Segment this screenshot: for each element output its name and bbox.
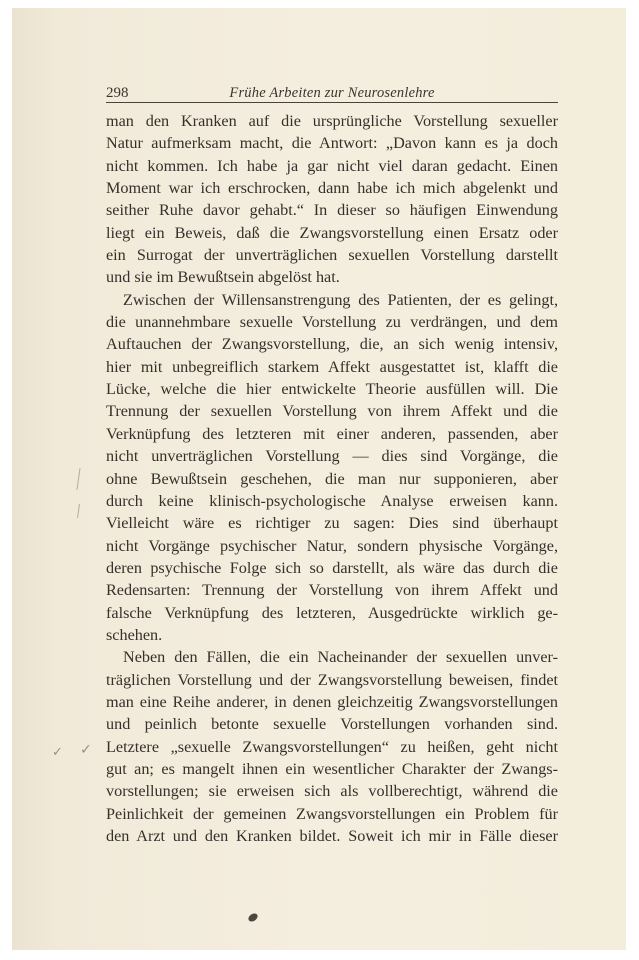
text-line: Peinlichkeit der gemeinen Zwangsvorstellungen ein Problem für <box>106 804 558 823</box>
text-line: man den Kranken auf die ursprüngliche Vorstellung sexueller <box>106 112 558 130</box>
text-line: ein Surrogat der unverträglichen sexuellen Vorstellung darstellt <box>106 246 558 265</box>
text-line: durch keine klinisch-psychologische Analyse erweisen kann. <box>106 491 558 510</box>
text-line: seither Ruhe davor gehabt.“ In dieser so häufigen Einwendung <box>106 201 558 220</box>
text-line: Letztere „sexuelle Zwangsvorstellungen“ zu heißen, geht nicht <box>106 737 558 756</box>
text-line: Auftauchen der Zwangsvorstellung, die, an sich wenig intensiv, <box>106 335 558 354</box>
text-line: deren psychische Folge sich so darstellt, als wäre das durch die <box>106 558 558 577</box>
text-line: hier mit unbegreiflich starkem Affekt ausgestattet ist, klafft die <box>106 357 558 376</box>
text-line: und sie im Bewußtsein abgelöst hat. <box>106 268 340 287</box>
text-line: und peinlich betonte sexuelle Vorstellungen vorhanden sind. <box>106 715 558 734</box>
text-line: die unannehmbare sexuelle Vorstellung zu verdrängen, und dem <box>106 313 558 332</box>
text-line: ohne Bewußtsein geschehen, die man nur supponieren, aber <box>106 469 558 488</box>
text-line: nicht Vorgänge psychischer Natur, sondern physische Vorgänge, <box>106 536 558 555</box>
page-number: 298 <box>106 85 129 101</box>
pencil-mark <box>77 504 80 518</box>
text-line: gut an; es mangelt ihnen ein wesentlicher Charakter der Zwangs- <box>106 759 558 778</box>
text-line: Zwischen der Willensanstrengung des Patienten, der es gelingt, <box>123 290 558 309</box>
text-line: träglichen Vorstellung und der Zwangsvorstellung beweisen, findet <box>106 670 558 689</box>
text-line: Natur aufmerksam macht, die Antwort: „Davon kann es ja doch <box>106 134 558 153</box>
text-line: Neben den Fällen, die ein Nacheinander der sexuellen unver- <box>123 648 558 667</box>
running-header <box>106 84 558 103</box>
text-line: den Arzt und den Kranken bildet. Soweit ich mir in Fälle dieser <box>106 827 558 845</box>
text-line: nicht kommen. Ich habe ja gar nicht viel daran gedacht. Einen <box>106 156 558 175</box>
text-line: Moment war ich erschrocken, dann habe ich mich abgelenkt und <box>106 179 558 198</box>
text-line: Redensarten: Trennung der Vorstellung von ihrem Affekt und <box>106 581 558 600</box>
text-line: Vielleicht wäre es richtiger zu sagen: Dies sind überhaupt <box>106 514 558 533</box>
text-line: Verknüpfung des letzteren mit einer anderen, passenden, aber <box>106 424 558 443</box>
text-line: Lücke, welche die hier entwickelte Theorie ausfüllen will. Die <box>106 380 558 399</box>
running-title: Frühe Arbeiten zur Neurosenlehre <box>229 85 435 101</box>
pencil-check-icon: ✓ <box>80 742 92 758</box>
text-line: Trennung der sexuellen Vorstellung von ihrem Affekt und die <box>106 402 558 421</box>
ink-smudge <box>247 912 259 923</box>
pencil-check-icon: ✓ <box>52 745 63 760</box>
text-line: man eine Reihe anderer, in denen gleichzeitig Zwangsvorstellungen <box>106 692 558 711</box>
text-line: vorstellungen; sie erweisen sich als vollberechtigt, während die <box>106 782 558 801</box>
pencil-mark <box>76 468 80 490</box>
body-text <box>106 110 558 847</box>
text-line: schehen. <box>106 625 163 644</box>
text-line: nicht unverträglichen Vorstellung — dies sind Vorgänge, die <box>106 447 558 466</box>
book-page <box>12 8 626 950</box>
text-line: liegt ein Beweis, daß die Zwangsvorstellung einen Ersatz oder <box>106 223 558 242</box>
text-line: falsche Verknüpfung des letzteren, Ausgedrückte wirklich ge- <box>106 603 558 622</box>
